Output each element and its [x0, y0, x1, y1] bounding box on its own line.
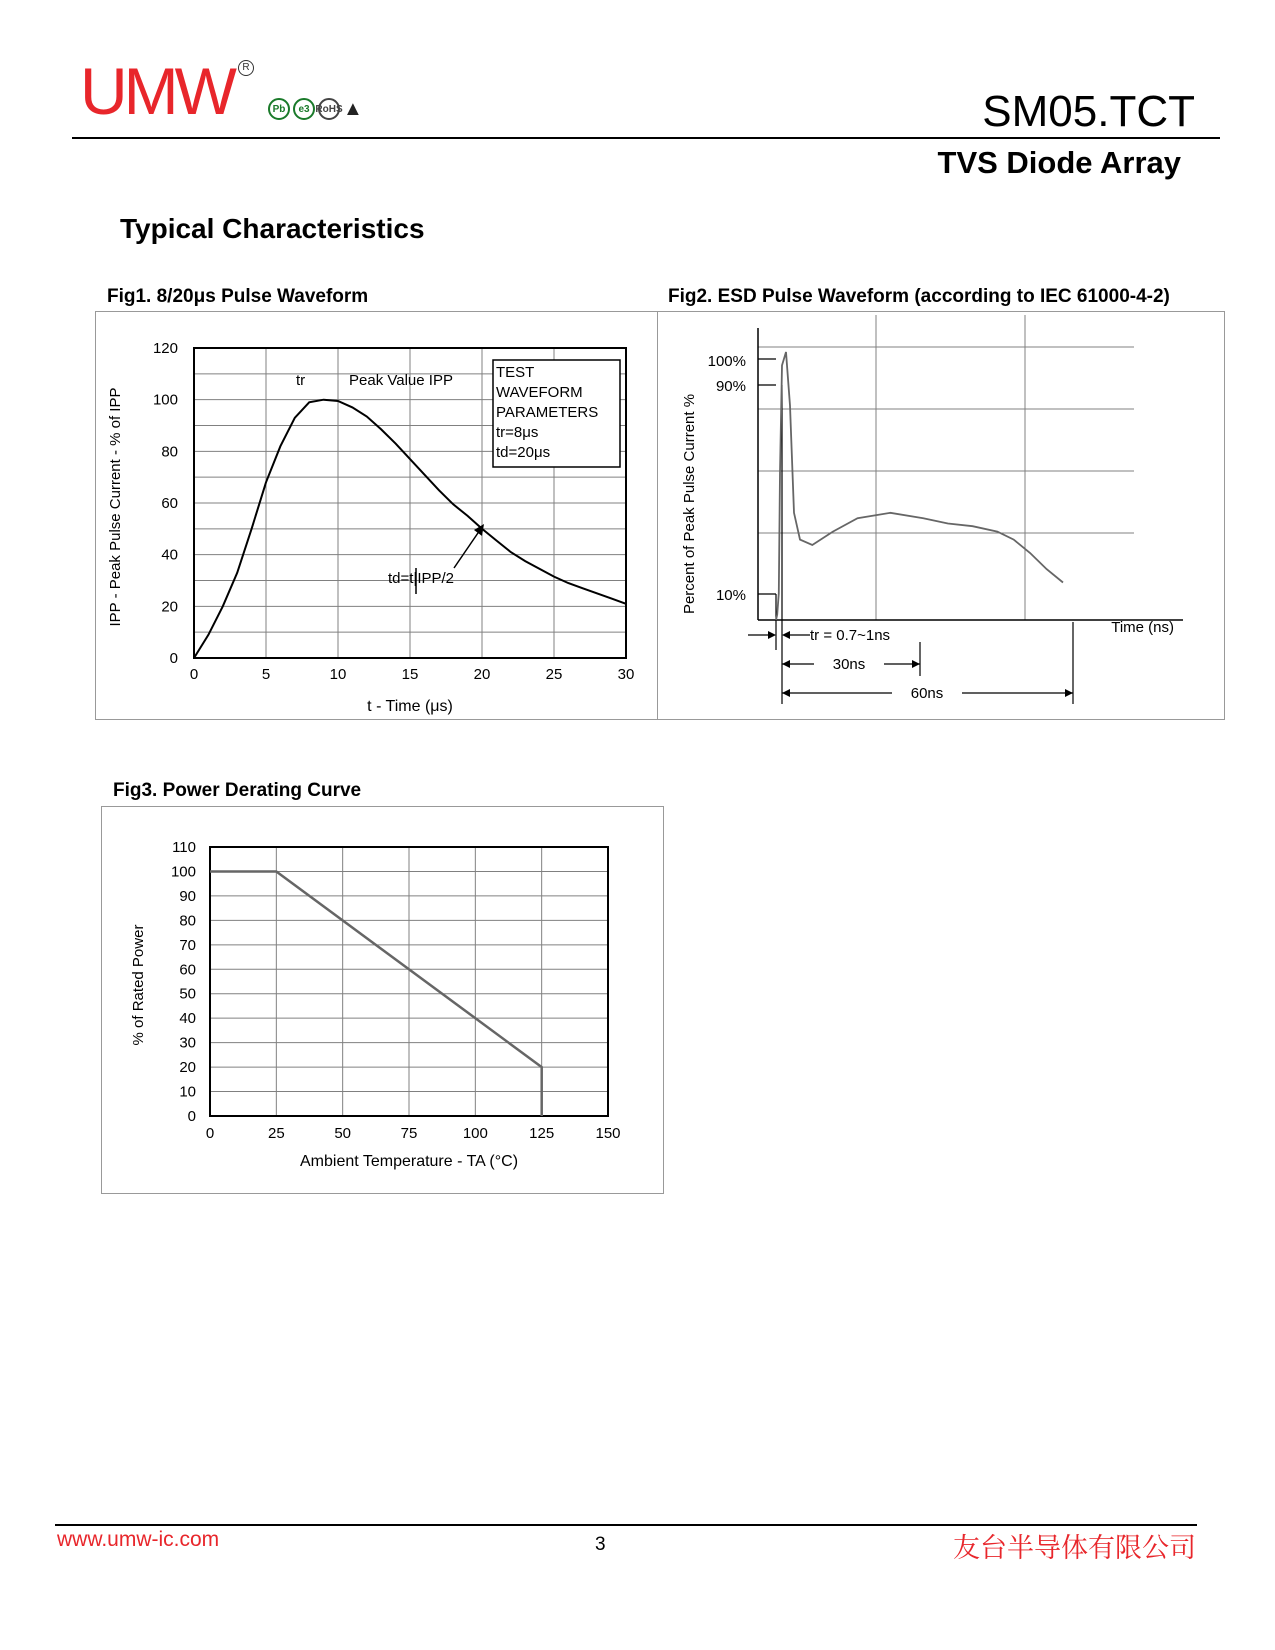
f3-xtick-25: 25 — [267, 1125, 285, 1142]
f3-xtick-50: 50 — [334, 1125, 352, 1142]
f3-ytick-10: 10 — [179, 1083, 196, 1101]
fig1-xlabel: t - Time (μs) — [367, 698, 453, 715]
header-divider — [72, 137, 1220, 139]
fig2-60ns-arrowhead-left — [782, 689, 790, 697]
f1-xtick-0: 0 — [189, 666, 199, 683]
fig1-box-line-1: TEST — [496, 364, 535, 381]
fig1-box-line-5: td=20μs — [496, 444, 551, 461]
f3-ytick-60: 60 — [179, 961, 196, 979]
document-subtitle: TVS Diode Array — [937, 145, 1181, 180]
fig2-30ns-arrowhead-left — [782, 660, 790, 668]
fig1-box-line-2: WAVEFORM — [496, 384, 583, 401]
f3-xtick-100: 100 — [462, 1125, 488, 1142]
section-title: Typical Characteristics — [120, 213, 425, 244]
f3-ytick-90: 90 — [179, 887, 196, 905]
esd-warning-icon: ▲ — [343, 98, 363, 120]
e3-icon: e3 — [293, 98, 315, 120]
part-number: SM05.TCT — [982, 87, 1195, 136]
f3-ytick-50: 50 — [179, 985, 196, 1003]
rohs-icon: RoHS — [318, 98, 340, 120]
certification-icons — [268, 98, 363, 120]
fig1-ylabel: IPP - Peak Pulse Current - % of IPP — [107, 387, 124, 627]
f1-xtick-20: 20 — [473, 666, 491, 683]
fig2-ytick-100: 100% — [707, 353, 746, 370]
fig3-title: Fig3. Power Derating Curve — [113, 780, 362, 801]
f3-ytick-40: 40 — [179, 1010, 196, 1028]
fig1-title: Fig1. 8/20μs Pulse Waveform — [107, 286, 369, 307]
f1-xtick-25: 25 — [545, 666, 563, 683]
f1-xtick-10: 10 — [329, 666, 347, 683]
fig1-box-line-4: tr=8μs — [496, 424, 539, 441]
registered-mark: R — [238, 60, 254, 76]
fig3-ylabel: % of Rated Power — [130, 924, 147, 1046]
f3-ytick-30: 30 — [179, 1034, 196, 1052]
fig3-xlabel: Ambient Temperature - TA (°C) — [299, 1153, 519, 1170]
f1-xtick-30: 30 — [617, 666, 635, 683]
f3-xtick-150: 150 — [595, 1125, 621, 1142]
f1-xtick-15: 15 — [401, 666, 419, 683]
fig2-60ns-arrowhead-right — [1065, 689, 1073, 697]
f1-ytick-80: 80 — [161, 443, 178, 461]
fig2-tr-arrowhead-right — [782, 631, 790, 639]
fig1-td-arrow — [454, 530, 480, 568]
fig2-30ns-arrowhead-right — [912, 660, 920, 668]
fig1-chart — [96, 312, 657, 719]
fig1-box-line-3: PARAMETERS — [496, 404, 599, 421]
f3-ytick-100: 100 — [170, 863, 196, 881]
lead-free-icon: Pb — [268, 98, 290, 120]
f3-ytick-20: 20 — [179, 1059, 196, 1077]
f1-ytick-60: 60 — [161, 495, 178, 512]
f3-xtick-0: 0 — [205, 1125, 215, 1142]
fig2-tr-arrowhead-left — [768, 631, 776, 639]
fig2-xlabel: Time (ns) — [1111, 619, 1174, 636]
fig2-tr-label: tr = 0.7~1ns — [810, 627, 891, 644]
f3-ytick-80: 80 — [179, 912, 196, 930]
f1-ytick-120: 120 — [152, 340, 178, 357]
fig2-ytick-10: 10% — [715, 587, 746, 604]
fig2-chart — [658, 312, 1224, 719]
brand-logo: UMW — [80, 54, 233, 128]
f1-xtick-5: 5 — [261, 666, 271, 683]
f1-ytick-0: 0 — [169, 650, 178, 667]
fig1-tr-label: tr — [296, 372, 306, 389]
fig2-ylabel: Percent of Peak Pulse Current % — [681, 393, 698, 615]
f3-xtick-125: 125 — [529, 1125, 555, 1142]
fig2-series-line — [776, 352, 1063, 620]
f3-xtick-75: 75 — [400, 1125, 418, 1142]
company-name: 友台半导体有限公司 — [953, 1533, 1196, 1564]
f1-ytick-20: 20 — [161, 598, 178, 616]
website-link[interactable]: www.umw-ic.com — [57, 1528, 220, 1551]
fig3-chart — [102, 807, 663, 1193]
page-number: 3 — [595, 1534, 606, 1555]
fig2-30ns-label: 30ns — [832, 656, 866, 673]
fig2-title: Fig2. ESD Pulse Waveform (according to IEC 61000-4-2) — [668, 286, 1170, 307]
f1-ytick-40: 40 — [161, 546, 178, 564]
fig2-60ns-label: 60ns — [910, 685, 944, 702]
fig1-td-label: td=t|IPP/2 — [388, 570, 455, 587]
f3-ytick-0: 0 — [187, 1108, 196, 1125]
fig2-ytick-90: 90% — [715, 378, 746, 395]
f1-ytick-100: 100 — [152, 391, 178, 409]
f3-ytick-70: 70 — [179, 936, 196, 954]
fig1-peak-label: Peak Value IPP — [349, 372, 453, 389]
f3-ytick-110: 110 — [172, 839, 196, 856]
